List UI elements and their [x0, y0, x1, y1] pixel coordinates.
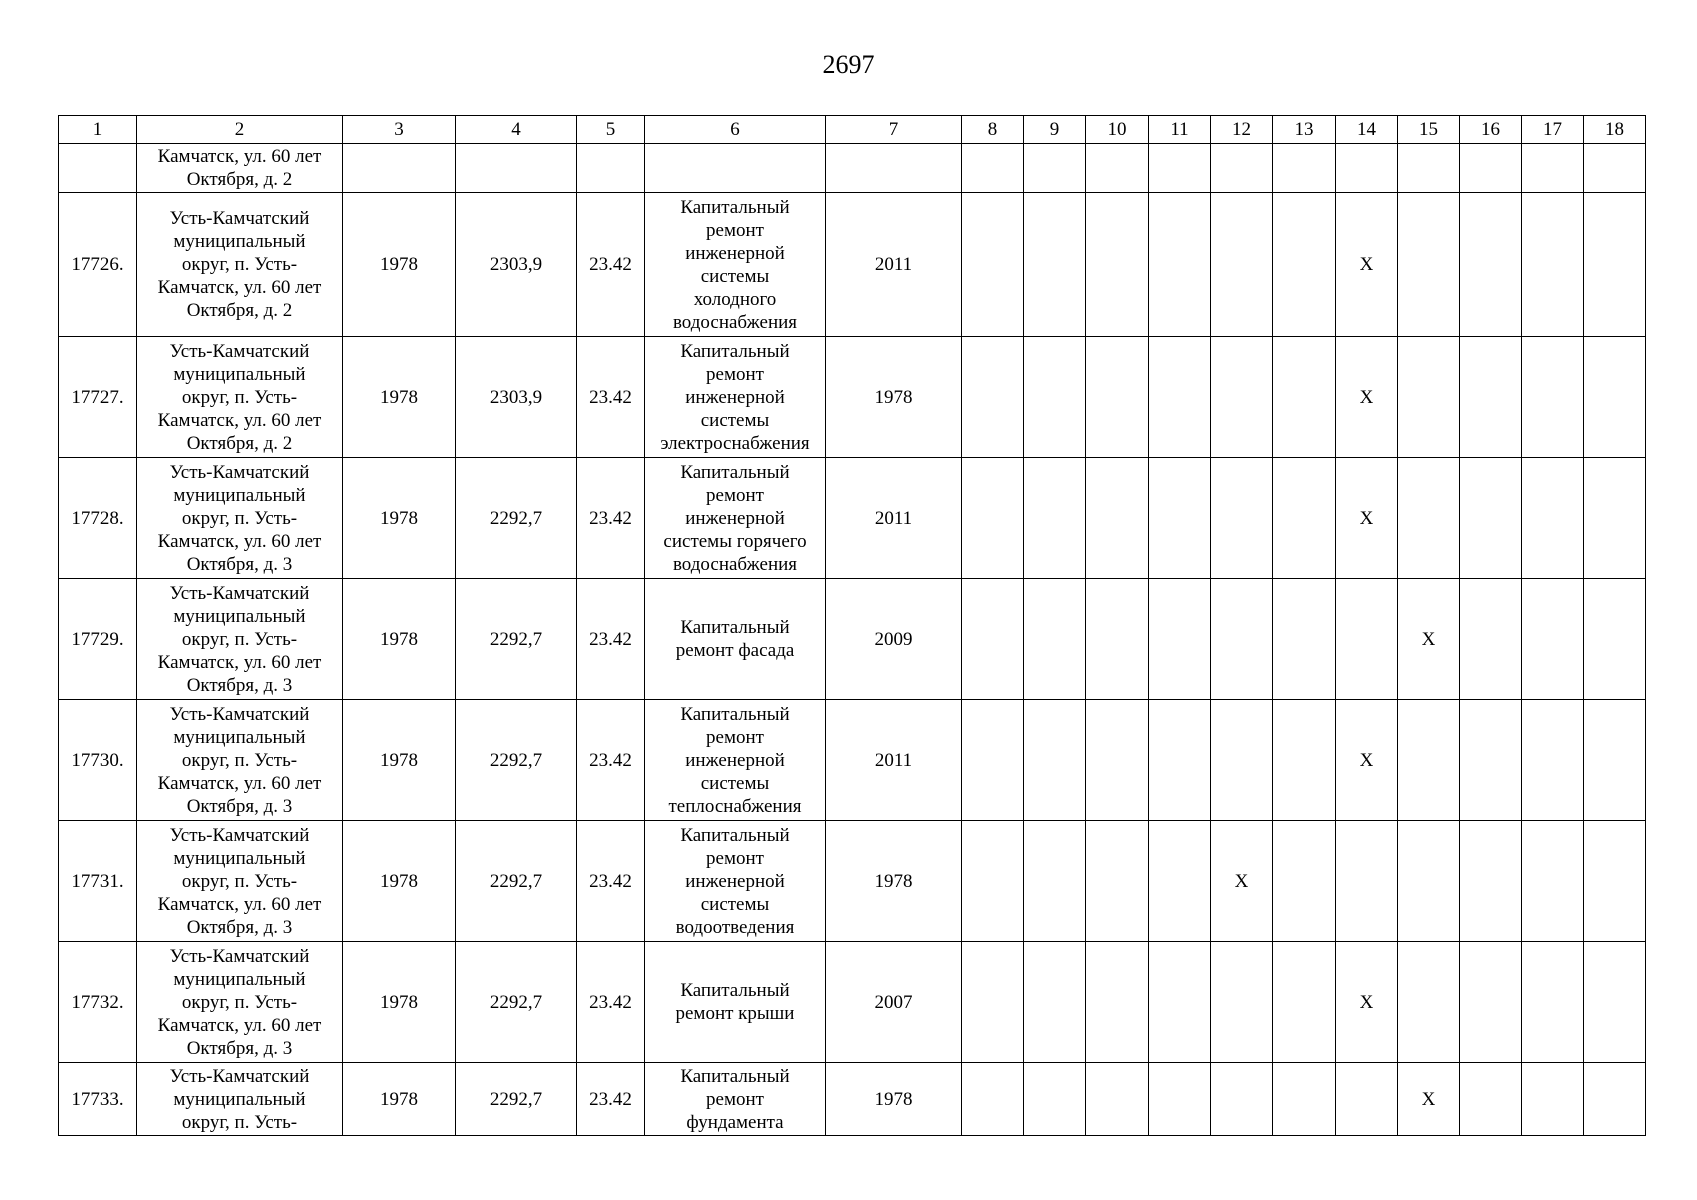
empty-cell	[1398, 193, 1460, 337]
column-number-header: 1	[59, 116, 137, 144]
address-cell: Усть-Камчатский муниципальный округ, п. Усть- Камчатск, ул. 60 лет Октября, д. 3	[137, 942, 343, 1063]
empty-cell	[1273, 193, 1336, 337]
empty-cell	[1086, 942, 1149, 1063]
mark-cell: X	[1398, 579, 1460, 700]
column-number-header: 2	[137, 116, 343, 144]
work-type-cell: Капитальный ремонт инженерной системы водоотведения	[645, 821, 826, 942]
empty-cell	[1211, 579, 1273, 700]
empty-cell	[1149, 458, 1211, 579]
column-number-header: 13	[1273, 116, 1336, 144]
empty-cell	[1273, 458, 1336, 579]
empty-cell	[456, 144, 577, 193]
empty-cell	[1273, 337, 1336, 458]
empty-cell	[1460, 579, 1522, 700]
empty-cell	[1273, 144, 1336, 193]
empty-cell	[1460, 700, 1522, 821]
table-row	[59, 337, 1646, 458]
empty-cell	[1149, 700, 1211, 821]
area-cell: 2292,7	[456, 579, 577, 700]
last-repair-year-cell: 2007	[826, 942, 962, 1063]
empty-cell	[1584, 144, 1646, 193]
code-cell: 23.42	[577, 458, 645, 579]
column-number-header: 5	[577, 116, 645, 144]
row-number-cell: 17730.	[59, 700, 137, 821]
empty-cell	[1211, 942, 1273, 1063]
empty-cell	[1024, 1063, 1086, 1136]
mark-cell: X	[1336, 942, 1398, 1063]
area-cell: 2292,7	[456, 942, 577, 1063]
empty-cell	[1149, 579, 1211, 700]
empty-cell	[1398, 144, 1460, 193]
empty-cell	[1024, 193, 1086, 337]
address-cell: Усть-Камчатский муниципальный округ, п. Усть- Камчатск, ул. 60 лет Октября, д. 3	[137, 700, 343, 821]
work-type-cell: Капитальный ремонт фасада	[645, 579, 826, 700]
empty-cell	[1398, 942, 1460, 1063]
empty-cell	[59, 144, 137, 193]
column-number-header: 16	[1460, 116, 1522, 144]
row-number-cell: 17731.	[59, 821, 137, 942]
empty-cell	[1460, 821, 1522, 942]
address-cell: Усть-Камчатский муниципальный округ, п. Усть- Камчатск, ул. 60 лет Октября, д. 3	[137, 821, 343, 942]
empty-cell	[1149, 1063, 1211, 1136]
empty-cell	[1336, 579, 1398, 700]
empty-cell	[1336, 1063, 1398, 1136]
row-number-cell: 17728.	[59, 458, 137, 579]
empty-cell	[1273, 700, 1336, 821]
table-row	[59, 579, 1646, 700]
work-type-cell: Капитальный ремонт крыши	[645, 942, 826, 1063]
build-year-cell: 1978	[343, 821, 456, 942]
empty-cell	[1460, 193, 1522, 337]
empty-cell	[343, 144, 456, 193]
mark-cell: X	[1336, 458, 1398, 579]
row-number-cell: 17727.	[59, 337, 137, 458]
empty-cell	[1086, 337, 1149, 458]
empty-cell	[1273, 821, 1336, 942]
build-year-cell: 1978	[343, 579, 456, 700]
address-cell: Усть-Камчатский муниципальный округ, п. Усть-	[137, 1063, 343, 1136]
column-number-header: 10	[1086, 116, 1149, 144]
area-cell: 2292,7	[456, 1063, 577, 1136]
empty-cell	[645, 144, 826, 193]
build-year-cell: 1978	[343, 1063, 456, 1136]
empty-cell	[1584, 700, 1646, 821]
area-cell: 2292,7	[456, 700, 577, 821]
empty-cell	[1460, 144, 1522, 193]
code-cell: 23.42	[577, 337, 645, 458]
empty-cell	[1460, 942, 1522, 1063]
column-number-header: 12	[1211, 116, 1273, 144]
table-row	[59, 193, 1646, 337]
area-cell: 2303,9	[456, 193, 577, 337]
address-cell: Усть-Камчатский муниципальный округ, п. Усть- Камчатск, ул. 60 лет Октября, д. 3	[137, 458, 343, 579]
table-row	[59, 144, 1646, 193]
table-row	[59, 821, 1646, 942]
build-year-cell: 1978	[343, 193, 456, 337]
empty-cell	[1086, 1063, 1149, 1136]
last-repair-year-cell: 2011	[826, 458, 962, 579]
area-cell: 2292,7	[456, 821, 577, 942]
empty-cell	[1522, 144, 1584, 193]
empty-cell	[1211, 1063, 1273, 1136]
empty-cell	[1398, 458, 1460, 579]
empty-cell	[1522, 942, 1584, 1063]
empty-cell	[1336, 144, 1398, 193]
code-cell: 23.42	[577, 193, 645, 337]
empty-cell	[577, 144, 645, 193]
empty-cell	[1149, 144, 1211, 193]
empty-cell	[1211, 458, 1273, 579]
column-number-header: 4	[456, 116, 577, 144]
mark-cell: X	[1211, 821, 1273, 942]
column-number-header: 6	[645, 116, 826, 144]
empty-cell	[1584, 337, 1646, 458]
empty-cell	[1211, 193, 1273, 337]
last-repair-year-cell: 2009	[826, 579, 962, 700]
row-number-cell: 17733.	[59, 1063, 137, 1136]
empty-cell	[1460, 337, 1522, 458]
work-type-cell: Капитальный ремонт фундамента	[645, 1063, 826, 1136]
table-row	[59, 458, 1646, 579]
empty-cell	[1211, 700, 1273, 821]
empty-cell	[1522, 337, 1584, 458]
empty-cell	[1273, 579, 1336, 700]
empty-cell	[1024, 458, 1086, 579]
empty-cell	[1149, 821, 1211, 942]
last-repair-year-cell: 2011	[826, 193, 962, 337]
empty-cell	[1024, 821, 1086, 942]
empty-cell	[962, 700, 1024, 821]
build-year-cell: 1978	[343, 700, 456, 821]
area-cell: 2303,9	[456, 337, 577, 458]
address-cell: Усть-Камчатский муниципальный округ, п. Усть- Камчатск, ул. 60 лет Октября, д. 3	[137, 579, 343, 700]
code-cell: 23.42	[577, 579, 645, 700]
empty-cell	[1336, 821, 1398, 942]
empty-cell	[1024, 144, 1086, 193]
empty-cell	[1522, 1063, 1584, 1136]
empty-cell	[1086, 700, 1149, 821]
mark-cell: X	[1336, 193, 1398, 337]
build-year-cell: 1978	[343, 337, 456, 458]
repair-schedule-table	[58, 115, 1646, 1136]
table-row	[59, 942, 1646, 1063]
empty-cell	[1398, 337, 1460, 458]
empty-cell	[1149, 942, 1211, 1063]
empty-cell	[962, 1063, 1024, 1136]
address-cell: Усть-Камчатский муниципальный округ, п. Усть- Камчатск, ул. 60 лет Октября, д. 2	[137, 337, 343, 458]
empty-cell	[1584, 821, 1646, 942]
column-number-header: 18	[1584, 116, 1646, 144]
column-number-header: 3	[343, 116, 456, 144]
column-number-header: 7	[826, 116, 962, 144]
empty-cell	[1149, 193, 1211, 337]
empty-cell	[1024, 337, 1086, 458]
column-number-header: 17	[1522, 116, 1584, 144]
build-year-cell: 1978	[343, 458, 456, 579]
row-number-cell: 17729.	[59, 579, 137, 700]
empty-cell	[1024, 942, 1086, 1063]
empty-cell	[1522, 821, 1584, 942]
column-number-header: 14	[1336, 116, 1398, 144]
empty-cell	[1086, 458, 1149, 579]
row-number-cell: 17726.	[59, 193, 137, 337]
column-number-header: 8	[962, 116, 1024, 144]
code-cell: 23.42	[577, 1063, 645, 1136]
empty-cell	[962, 144, 1024, 193]
empty-cell	[1522, 458, 1584, 579]
empty-cell	[1211, 144, 1273, 193]
table-row	[59, 1063, 1646, 1136]
column-number-header-row	[59, 116, 1646, 144]
mark-cell: X	[1398, 1063, 1460, 1136]
mark-cell: X	[1336, 337, 1398, 458]
empty-cell	[1460, 1063, 1522, 1136]
row-number-cell: 17732.	[59, 942, 137, 1063]
empty-cell	[1584, 458, 1646, 579]
empty-cell	[1398, 821, 1460, 942]
last-repair-year-cell: 1978	[826, 1063, 962, 1136]
code-cell: 23.42	[577, 700, 645, 821]
empty-cell	[1086, 193, 1149, 337]
column-number-header: 11	[1149, 116, 1211, 144]
table-body	[59, 144, 1646, 1136]
empty-cell	[1522, 193, 1584, 337]
empty-cell	[1398, 700, 1460, 821]
empty-cell	[1024, 579, 1086, 700]
empty-cell	[1273, 1063, 1336, 1136]
empty-cell	[1211, 337, 1273, 458]
empty-cell	[962, 579, 1024, 700]
empty-cell	[962, 821, 1024, 942]
empty-cell	[1024, 700, 1086, 821]
empty-cell	[826, 144, 962, 193]
code-cell: 23.42	[577, 942, 645, 1063]
address-cell: Усть-Камчатский муниципальный округ, п. Усть- Камчатск, ул. 60 лет Октября, д. 2	[137, 193, 343, 337]
work-type-cell: Капитальный ремонт инженерной системы электроснабжения	[645, 337, 826, 458]
last-repair-year-cell: 1978	[826, 821, 962, 942]
code-cell: 23.42	[577, 821, 645, 942]
empty-cell	[1086, 821, 1149, 942]
empty-cell	[1086, 579, 1149, 700]
last-repair-year-cell: 1978	[826, 337, 962, 458]
work-type-cell: Капитальный ремонт инженерной системы холодного водоснабжения	[645, 193, 826, 337]
empty-cell	[1460, 458, 1522, 579]
area-cell: 2292,7	[456, 458, 577, 579]
work-type-cell: Капитальный ремонт инженерной системы горячего водоснабжения	[645, 458, 826, 579]
build-year-cell: 1978	[343, 942, 456, 1063]
empty-cell	[962, 337, 1024, 458]
empty-cell	[1273, 942, 1336, 1063]
empty-cell	[1584, 193, 1646, 337]
empty-cell	[1522, 579, 1584, 700]
empty-cell	[1086, 144, 1149, 193]
column-number-header: 9	[1024, 116, 1086, 144]
address-cell: Камчатск, ул. 60 лет Октября, д. 2	[137, 144, 343, 193]
empty-cell	[1584, 579, 1646, 700]
table-row	[59, 700, 1646, 821]
empty-cell	[1522, 700, 1584, 821]
page-number: 2697	[822, 50, 875, 79]
mark-cell: X	[1336, 700, 1398, 821]
empty-cell	[1584, 1063, 1646, 1136]
empty-cell	[1584, 942, 1646, 1063]
empty-cell	[962, 942, 1024, 1063]
column-number-header: 15	[1398, 116, 1460, 144]
last-repair-year-cell: 2011	[826, 700, 962, 821]
empty-cell	[1149, 337, 1211, 458]
empty-cell	[962, 458, 1024, 579]
empty-cell	[962, 193, 1024, 337]
work-type-cell: Капитальный ремонт инженерной системы теплоснабжения	[645, 700, 826, 821]
